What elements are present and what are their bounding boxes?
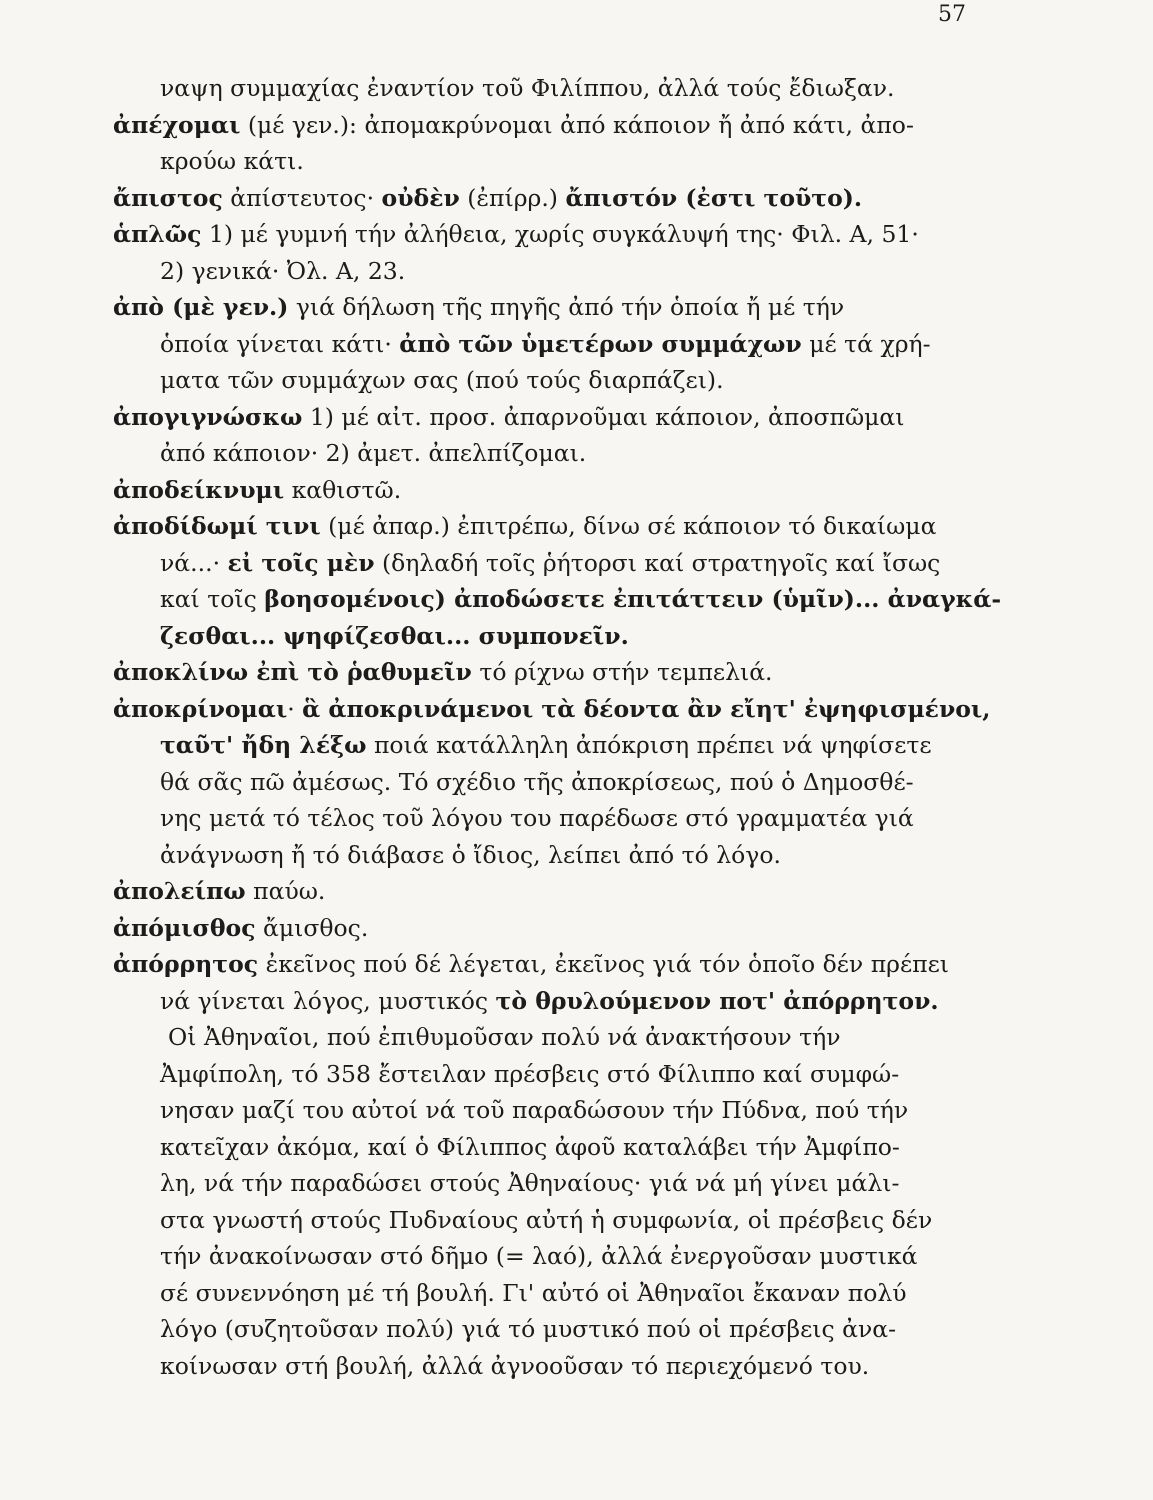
definition-text: 2) γενικά· Ὀλ. Α, 23. — [160, 256, 406, 285]
entry-line — [113, 399, 973, 436]
headword-text: ἄπιστος — [113, 183, 223, 212]
definition-text: ματα τῶν συμμάχων σας (πού τούς διαρπάζει). — [160, 366, 724, 394]
definition-text: (μέ γεν.): ἀπομακρύνομαι ἀπό κάποιον ἤ ἀπό κάτι, ἀπο- — [240, 110, 914, 139]
definition-text: · — [287, 694, 303, 723]
headword-text: ἀπὸ (μὲ γεν.) — [113, 293, 289, 321]
definition-text: παύω. — [245, 877, 326, 905]
headword-text: ἀποκρίνομαι — [113, 694, 288, 723]
definition-text: νά...· — [160, 548, 228, 577]
definition-text: στα γνωστή στούς Πυδναίους αὐτή ἡ συμφωνία, οἱ πρέσβεις δέν — [160, 1205, 933, 1234]
text-line — [113, 1129, 973, 1166]
entry-line — [113, 216, 973, 253]
text-line — [113, 1238, 973, 1275]
definition-text: μέ τά χρή- — [801, 329, 931, 358]
definition-text: σέ συνεννόηση μέ τή βουλή. Γι' αὐτό οἱ Ἀθηναῖοι ἔκαναν πολύ — [160, 1278, 907, 1307]
definition-text: τήν ἀνακοίνωσαν στό δῆμο (= λαό), ἀλλά ἐνεργοῦσαν μυστικά — [160, 1242, 918, 1270]
definition-text: νης μετά τό τέλος τοῦ λόγου του παρέδωσε στό γραμματέα γιά — [160, 804, 914, 832]
definition-text: λόγο (συζητοῦσαν πολύ) γιά τό μυστικό πού οἱ πρέσβεις ἀνα- — [160, 1315, 897, 1343]
text-line — [113, 1092, 973, 1129]
definition-text: Οἱ Ἀθηναῖοι, πού ἐπιθυμοῦσαν πολύ νά ἀνακτήσουν τήν — [168, 1023, 841, 1051]
text-line — [113, 1165, 973, 1202]
definition-text: (δηλαδή τοῖς ῥήτορσι καί στρατηγοῖς καί ἴσως — [374, 548, 941, 577]
definition-text: ποιά κατάλληλη ἀπόκριση πρέπει νά ψηφίσετε — [366, 731, 932, 759]
headword-text: εἰ τοῖς μὲν — [227, 548, 375, 577]
headword-text: ταῦτ' ἤδη λέξω — [160, 731, 367, 759]
entry-line — [113, 654, 973, 691]
page-number: 57 — [938, 2, 966, 27]
text-line — [113, 618, 973, 655]
headword-text: ἀπὸ τῶν ὑμετέρων συμμάχων — [399, 329, 802, 358]
headword-text: ἀπόμισθος — [113, 913, 256, 942]
definition-text: ἀπίστευτος· — [222, 183, 382, 212]
entry-line — [113, 910, 973, 947]
definition-text: νά γίνεται λόγος, μυστικός — [160, 986, 496, 1015]
definition-text: κοίνωσαν στή βουλή, ἀλλά ἀγνοοῦσαν τό περιεχόμενό του. — [160, 1351, 870, 1380]
headword-text: ἁπλῶς — [113, 220, 202, 248]
definition-text: κατεῖχαν ἀκόμα, καί ὁ Φίλιππος ἀφοῦ καταλάβει τήν Ἀμφίπο- — [160, 1132, 900, 1161]
text-line — [113, 1311, 973, 1348]
text-line — [113, 727, 973, 764]
headword-text: τὸ θρυλούμενον ποτ' ἀπόρρητον. — [495, 986, 939, 1015]
definition-text: λη, νά τήν παραδώσει στούς Ἀθηναίους· γιά νά μή γίνει μάλι- — [160, 1169, 900, 1197]
headword-text: ἀπόρρητος — [113, 950, 259, 978]
entry-line — [113, 289, 973, 326]
headword-text: ἀποκλίνω ἐπὶ τὸ ῥαθυμεῖν — [113, 658, 472, 686]
text-line — [113, 800, 973, 837]
headword-text: ἀποδίδωμί τινι — [113, 512, 321, 540]
headword-text: ἀπέχομαι — [113, 110, 241, 139]
definition-text: θά σᾶς πῶ ἀμέσως. Τό σχέδιο τῆς ἀποκρίσεως, πού ὁ Δημοσθέ- — [160, 767, 914, 796]
headword-text: ἃ ἀποκρινάμενοι τὰ δέοντα ἂν εἴητ' ἐψηφισμένοι, — [302, 694, 991, 723]
definition-text: ἐκεῖνος πού δέ λέγεται, ἐκεῖνος γιά τόν ὁποῖο δέν πρέπει — [258, 950, 949, 978]
headword-text: οὐδὲν — [381, 183, 460, 212]
entry-line — [113, 180, 973, 217]
headword-text: ἄπιστόν (ἐστι τοῦτο). — [565, 183, 863, 212]
definition-text: νησαν μαζί του αὐτοί νά τοῦ παραδώσουν τήν Πύδνα, πού τήν — [160, 1096, 909, 1124]
dictionary-text — [113, 70, 1002, 1384]
headword-text: ἀπογιγνώσκω — [113, 402, 303, 431]
text-line — [113, 983, 973, 1020]
entry-line — [113, 873, 973, 910]
text-line — [113, 1275, 973, 1312]
definition-text: ναψη συμμαχίας ἐναντίον τοῦ Φιλίππου, ἀλλά τούς ἔδιωξαν. — [160, 74, 895, 102]
definition-text: ἀνάγνωση ἤ τό διάβασε ὁ ἴδιος, λείπει ἀπό τό λόγο. — [160, 840, 781, 869]
definition-text: 1) μέ αἰτ. προσ. ἀπαρνοῦμαι κάποιον, ἀποσπῶμαι — [302, 402, 905, 431]
text-line — [113, 143, 973, 180]
entry-line — [113, 472, 973, 509]
definition-text: 1) μέ γυμνή τήν ἀλήθεια, χωρίς συγκάλυψή της· Φιλ. Α, 51· — [201, 220, 919, 248]
text-line — [113, 362, 973, 399]
text-line — [113, 1019, 973, 1056]
definition-text: Ἀμφίπολη, τό 358 ἔστειλαν πρέσβεις στό Φίλιππο καί συμφώ- — [160, 1059, 900, 1088]
headword-text: ζεσθαι... ψηφίζεσθαι... συμπονεῖν. — [160, 621, 629, 650]
entry-line — [113, 508, 973, 545]
headword-text: βοησομένοις) ἀποδώσετε ἐπιτάττειν (ὑμῖν)... ἀναγκά- — [264, 585, 1002, 613]
definition-text: γιά δήλωση τῆς πηγῆς ἀπό τήν ὁποία ἤ μέ τήν — [288, 293, 845, 321]
definition-text: ἄμισθος. — [255, 913, 369, 942]
entry-line — [113, 107, 973, 144]
text-line — [113, 253, 973, 290]
definition-text: ὁποία γίνεται κάτι· — [160, 329, 400, 358]
definition-text: ἀπό κάποιον· 2) ἀμετ. ἀπελπίζομαι. — [160, 439, 587, 467]
text-line — [113, 1056, 973, 1093]
text-line — [113, 326, 973, 363]
definition-text: (μέ ἀπαρ.) ἐπιτρέπω, δίνω σέ κάποιον τό δικαίωμα — [320, 512, 937, 540]
text-line — [113, 70, 973, 107]
headword-text: ἀποδείκνυμι — [113, 475, 285, 504]
text-line — [113, 1348, 973, 1385]
text-line — [113, 545, 973, 582]
definition-text: (ἐπίρρ.) — [459, 183, 566, 212]
text-line — [113, 837, 973, 874]
text-line — [113, 764, 973, 801]
definition-text: τό ρίχνω στήν τεμπελιά. — [471, 658, 773, 686]
text-line — [113, 435, 973, 472]
text-line — [113, 581, 1002, 618]
definition-text: κρούω κάτι. — [160, 147, 304, 175]
headword-text: ἀπολείπω — [113, 877, 246, 905]
definition-text: καί τοῖς — [160, 585, 265, 613]
text-line — [113, 1202, 973, 1239]
entry-line — [113, 946, 973, 983]
entry-line — [113, 691, 991, 728]
definition-text: καθιστῶ. — [284, 475, 402, 504]
